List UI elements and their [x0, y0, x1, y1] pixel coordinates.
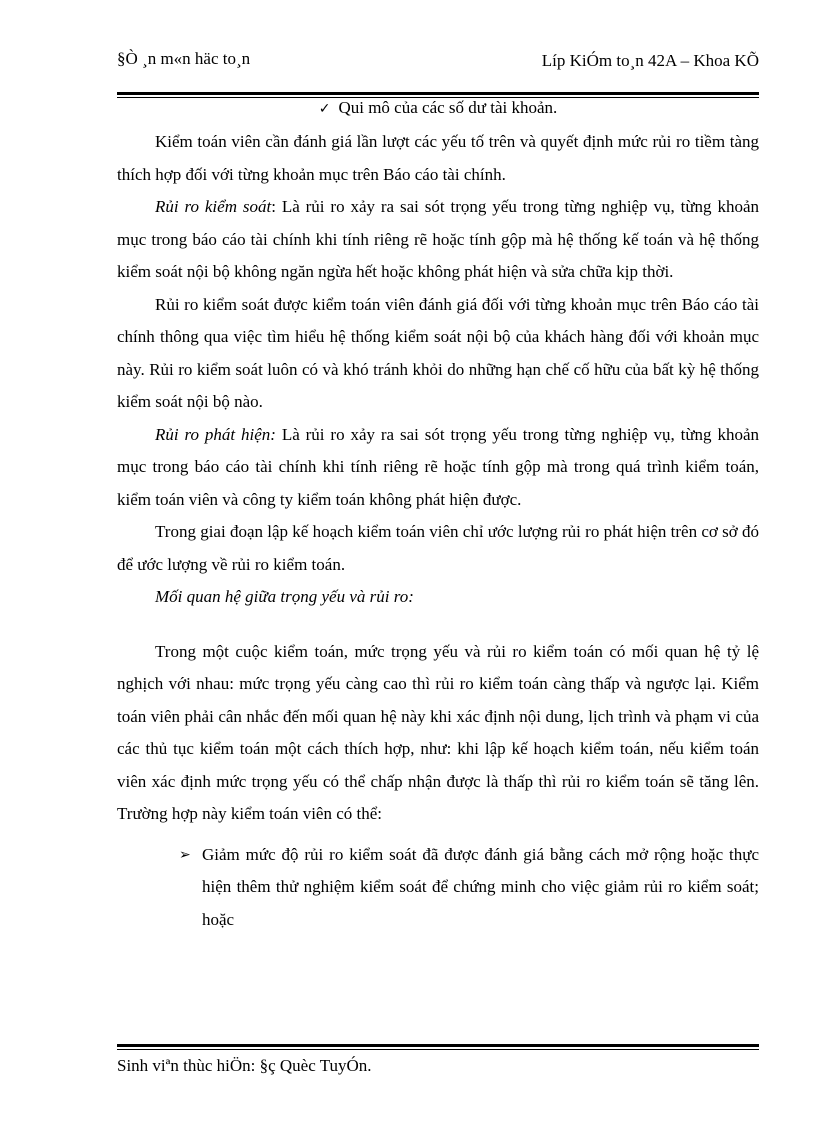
- paragraph-planning-stage: [117, 516, 759, 581]
- header-class-name: Líp KiÓm to¸n 42A – Khoa KÕ: [541, 51, 759, 70]
- checkmark-icon: ✓: [318, 101, 331, 117]
- section-heading-text: Mối quan hệ giữa trọng yếu và rủi ro:: [155, 587, 414, 606]
- paragraph-text: Kiểm toán viên cần đánh giá lần lượt các yếu tố trên và quyết định mức rủi ro tiềm tàng thích hợp đối với từng khoản mục trên Báo cáo tài chính.: [117, 132, 759, 184]
- paragraph-text: Trong giai đoạn lập kế hoạch kiểm toán viên chỉ ước lượng rủi ro phát hiện trên cơ sở đó để ước lượng về rủi ro kiểm toán.: [117, 522, 759, 574]
- paragraph-text: Là rủi ro xảy ra sai sót trọng yếu trong từng nghiệp vụ, từng khoản mục trong báo cáo tài chính khi tính riêng rẽ hoặc tính gộp mà trong quá trình kiểm toán, kiểm toán viên và công ty kiểm toán không phát hiện được.: [117, 424, 759, 509]
- footer-rule-thick: [117, 1044, 759, 1047]
- paragraph-detection-risk: [117, 419, 759, 517]
- section-heading-materiality-risk: [117, 581, 759, 614]
- header-course-title: §Ò ¸n m«n häc to¸n: [117, 49, 251, 68]
- paragraph-text: Trong một cuộc kiểm toán, mức trọng yếu và rủi ro kiểm toán có mối quan hệ tỷ lệ nghịch với nhau: mức trọng yếu càng cao thì rủi ro kiểm toán càng thấp và ngược lại. Kiểm toán viên phải cân nhắc đến mối quan hệ này khi xác định nội dung, lịch trình và phạm vi của các thủ tục kiểm toán một cách thích hợp, như: khi lập kế hoạch kiểm toán, nếu kiểm toán viên xác định mức trọng yếu có thể chấp nhận được là thấp thì rủi ro kiểm toán sẽ tăng lên. Trường hợp này kiểm toán viên có thể:: [117, 641, 759, 823]
- header-rule-thick: [117, 92, 759, 95]
- term-control-risk: Rủi ro kiểm soát: [155, 197, 272, 216]
- paragraph-text: : Là rủi ro xảy ra sai sót trọng yếu trong từng nghiệp vụ, từng khoản mục trong báo cáo tài chính khi tính riêng rẽ hoặc tính gộp mà hệ thống kế toán và hệ thống kiểm soát nội bộ không ngăn ngừa hết hoặc không phát hiện và sửa chữa kịp thời.: [117, 197, 759, 281]
- bullet-list-item: [179, 839, 759, 937]
- check-item-text: Qui mô của các số dư tài khoản.: [338, 98, 558, 117]
- footer-rule-thin: [117, 1049, 759, 1050]
- document-body: [117, 96, 759, 936]
- blank-line: [117, 614, 759, 636]
- check-list-item: [117, 96, 759, 122]
- arrow-bullet-icon: ➢: [179, 846, 191, 863]
- footer-student-name: Sinh viªn thùc hiÖn: §ç Quèc TuyÓn.: [117, 1056, 372, 1075]
- bullet-text: Giảm mức độ rủi ro kiểm soát đã được đánh giá bằng cách mở rộng hoặc thực hiện thêm thử nghiệm kiểm soát để chứng minh cho việc giảm rủi ro kiểm soát; hoặc: [202, 844, 759, 929]
- paragraph-text: Rủi ro kiểm soát được kiểm toán viên đánh giá đối với từng khoản mục trên Báo cáo tài chính thông qua việc tìm hiểu hệ thống kiểm soát nội bộ của khách hàng đối với khoản mục này. Rủi ro kiểm soát luôn có và khó tránh khỏi do những hạn chế cố hữu của bất kỳ hệ thống kiểm soát nội bộ nào.: [117, 294, 759, 411]
- paragraph-inherent-risk-summary: [117, 126, 759, 191]
- paragraph-materiality-relationship: [117, 636, 759, 831]
- page-header: [117, 48, 759, 92]
- paragraph-control-risk-assessment: [117, 289, 759, 419]
- term-detection-risk: Rủi ro phát hiện:: [155, 424, 276, 444]
- paragraph-control-risk: [117, 191, 759, 289]
